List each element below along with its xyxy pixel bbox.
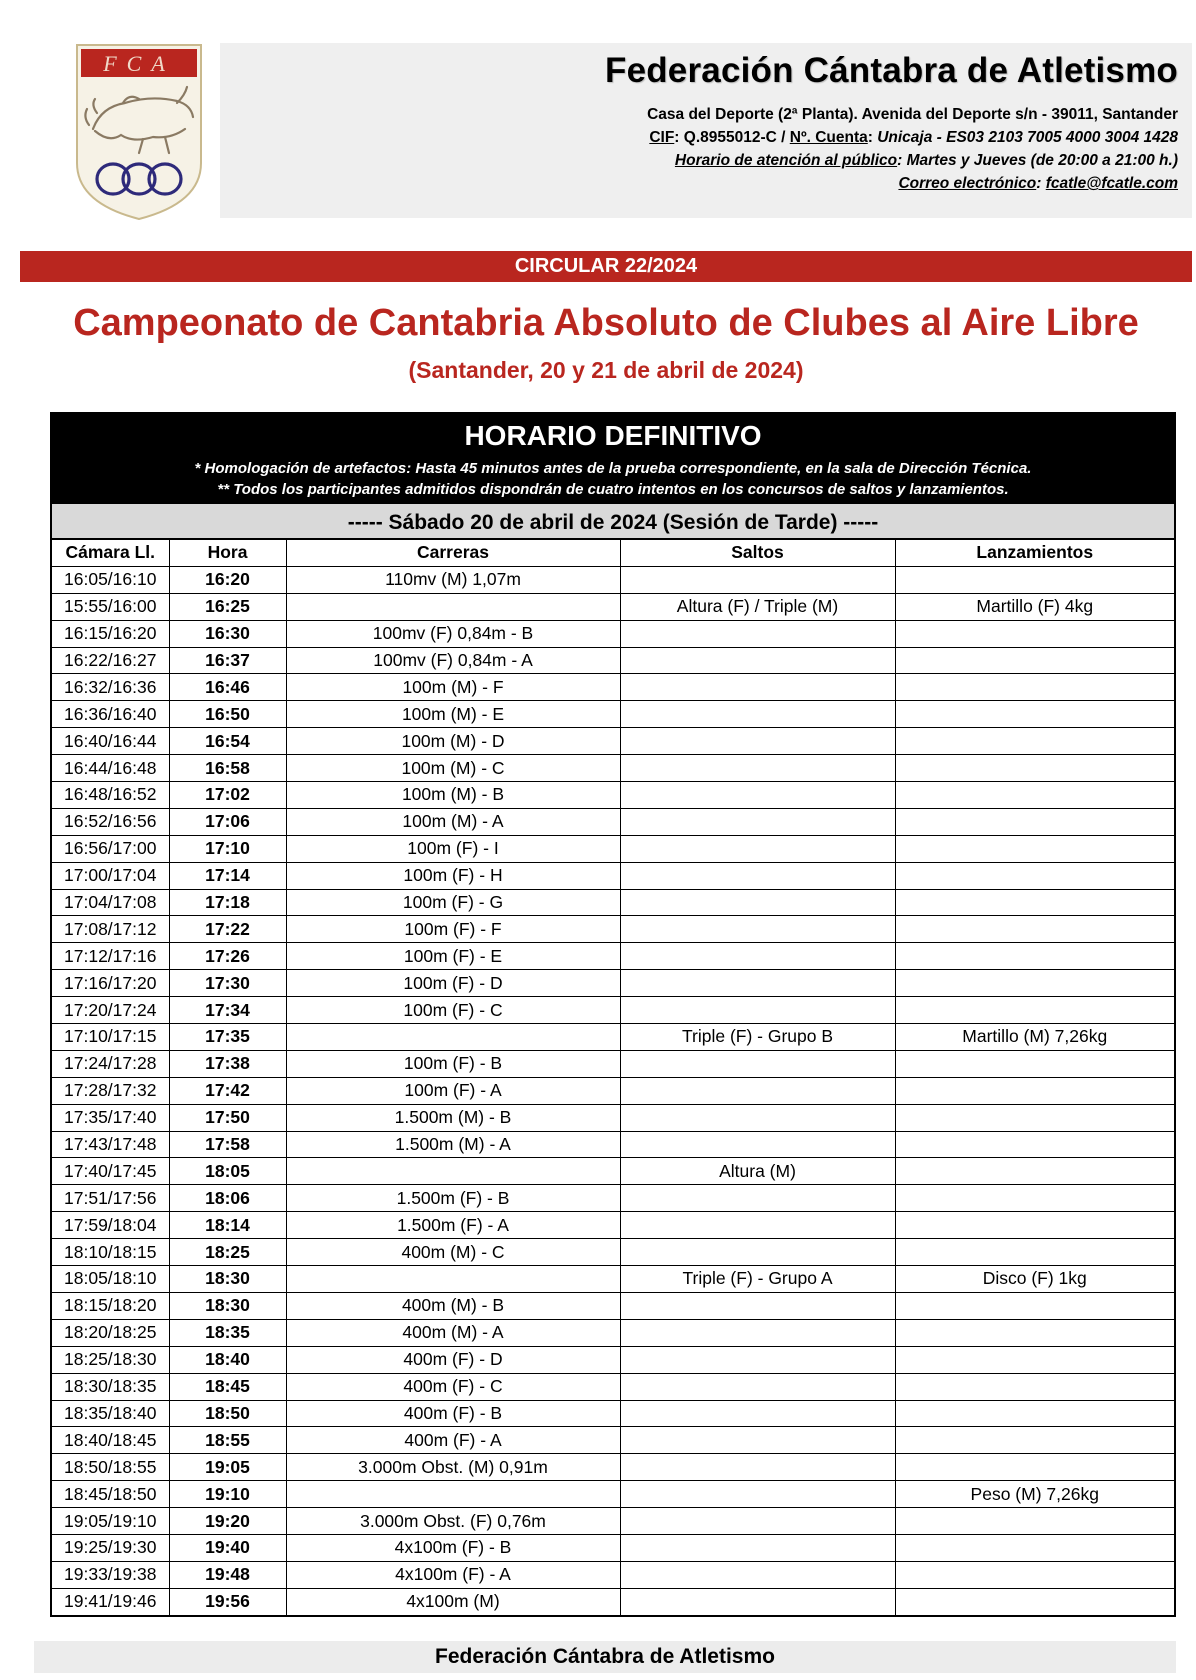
carreras-cell: 3.000m Obst. (M) 0,91m xyxy=(286,1454,620,1481)
carreras-cell: 100m (F) - A xyxy=(286,1077,620,1104)
hora-cell: 19:20 xyxy=(169,1508,286,1535)
carreras-cell: 100m (F) - G xyxy=(286,889,620,916)
carreras-cell xyxy=(286,1481,620,1508)
lanzamientos-cell xyxy=(895,701,1174,728)
lanzamientos-cell: Martillo (F) 4kg xyxy=(895,593,1174,620)
footer: Federación Cántabra de Atletismo xyxy=(34,1641,1176,1673)
hora-cell: 18:25 xyxy=(169,1239,286,1266)
table-row xyxy=(52,916,1174,943)
circular-bar: CIRCULAR 22/2024 xyxy=(20,251,1192,282)
carreras-cell: 400m (M) - C xyxy=(286,1239,620,1266)
saltos-cell xyxy=(620,728,895,755)
table-row xyxy=(52,1319,1174,1346)
camara-cell: 17:08/17:12 xyxy=(52,916,169,943)
saltos-cell xyxy=(620,1427,895,1454)
saltos-cell xyxy=(620,1292,895,1319)
camara-cell: 17:51/17:56 xyxy=(52,1185,169,1212)
carreras-cell: 100m (M) - F xyxy=(286,674,620,701)
saltos-cell: Altura (F) / Triple (M) xyxy=(620,593,895,620)
column-header-lanzamientos: Lanzamientos xyxy=(895,540,1174,566)
camara-cell: 16:32/16:36 xyxy=(52,674,169,701)
camara-cell: 19:25/19:30 xyxy=(52,1534,169,1561)
hora-cell: 18:45 xyxy=(169,1373,286,1400)
hora-cell: 18:50 xyxy=(169,1400,286,1427)
camara-cell: 17:04/17:08 xyxy=(52,889,169,916)
saltos-cell xyxy=(620,1534,895,1561)
saltos-cell xyxy=(620,1481,895,1508)
lanzamientos-cell xyxy=(895,1185,1174,1212)
camara-cell: 18:15/18:20 xyxy=(52,1292,169,1319)
lanzamientos-cell xyxy=(895,674,1174,701)
carreras-cell: 3.000m Obst. (F) 0,76m xyxy=(286,1508,620,1535)
carreras-cell: 4x100m (F) - B xyxy=(286,1534,620,1561)
saltos-cell xyxy=(620,755,895,782)
saltos-cell xyxy=(620,1400,895,1427)
horario-label: Horario de atención al público xyxy=(674,152,898,169)
lanzamientos-cell xyxy=(895,566,1174,593)
hora-cell: 18:05 xyxy=(169,1158,286,1185)
camara-cell: 17:16/17:20 xyxy=(52,970,169,997)
hora-cell: 19:05 xyxy=(169,1454,286,1481)
hora-cell: 17:34 xyxy=(169,997,286,1024)
saltos-cell xyxy=(620,889,895,916)
lanzamientos-cell xyxy=(895,620,1174,647)
horario-value: Martes y Jueves (de 20:00 a 21:00 h.) xyxy=(906,152,1178,169)
cif-line: CIF: Q.8955012-C / Nº. Cuenta: Unicaja - ES03 2103 7005 4000 3004 1428 xyxy=(649,129,1178,146)
hora-cell: 18:06 xyxy=(169,1185,286,1212)
saltos-cell xyxy=(620,1508,895,1535)
hora-cell: 16:58 xyxy=(169,755,286,782)
camara-cell: 16:36/16:40 xyxy=(52,701,169,728)
carreras-cell: 4x100m (F) - A xyxy=(286,1561,620,1588)
column-header-carreras: Carreras xyxy=(286,540,620,566)
carreras-cell: 100m (M) - A xyxy=(286,808,620,835)
table-row xyxy=(52,943,1174,970)
hora-cell: 17:38 xyxy=(169,1050,286,1077)
lanzamientos-cell xyxy=(895,1131,1174,1158)
hora-cell: 16:50 xyxy=(169,701,286,728)
camara-cell: 16:05/16:10 xyxy=(52,566,169,593)
lanzamientos-cell xyxy=(895,1400,1174,1427)
lanzamientos-cell xyxy=(895,1104,1174,1131)
lanzamientos-cell xyxy=(895,1561,1174,1588)
hora-cell: 18:35 xyxy=(169,1319,286,1346)
hora-cell: 16:54 xyxy=(169,728,286,755)
carreras-cell: 100m (M) - E xyxy=(286,701,620,728)
header-box xyxy=(220,43,1192,218)
camara-cell: 16:15/16:20 xyxy=(52,620,169,647)
lanzamientos-cell xyxy=(895,1319,1174,1346)
carreras-cell: 100m (M) - D xyxy=(286,728,620,755)
events-table xyxy=(52,540,1174,1615)
hora-cell: 17:35 xyxy=(169,1024,286,1051)
carreras-cell: 100m (F) - H xyxy=(286,862,620,889)
camara-cell: 17:12/17:16 xyxy=(52,943,169,970)
lanzamientos-cell xyxy=(895,782,1174,809)
table-row xyxy=(52,889,1174,916)
schedule-heading: HORARIO DEFINITIVO xyxy=(464,420,762,451)
table-row xyxy=(52,728,1174,755)
saltos-cell xyxy=(620,1239,895,1266)
fca-logo xyxy=(73,43,205,221)
lanzamientos-cell xyxy=(895,1158,1174,1185)
lanzamientos-cell xyxy=(895,916,1174,943)
camara-cell: 17:59/18:04 xyxy=(52,1212,169,1239)
carreras-cell xyxy=(286,593,620,620)
carreras-cell: 400m (F) - A xyxy=(286,1427,620,1454)
saltos-cell: Triple (F) - Grupo A xyxy=(620,1266,895,1293)
table-row xyxy=(52,755,1174,782)
hora-cell: 17:50 xyxy=(169,1104,286,1131)
table-row xyxy=(52,620,1174,647)
camara-cell: 16:52/16:56 xyxy=(52,808,169,835)
lanzamientos-cell xyxy=(895,997,1174,1024)
camara-cell: 17:43/17:48 xyxy=(52,1131,169,1158)
page-title: Campeonato de Cantabria Absoluto de Clubes al Aire Libre xyxy=(73,302,1139,344)
correo-line: Correo electrónico: fcatle@fcatle.com xyxy=(898,175,1178,192)
hora-cell: 16:37 xyxy=(169,647,286,674)
lanzamientos-cell xyxy=(895,835,1174,862)
saltos-cell xyxy=(620,1185,895,1212)
table-row xyxy=(52,970,1174,997)
lanzamientos-cell xyxy=(895,808,1174,835)
table-row xyxy=(52,1050,1174,1077)
carreras-cell: 100mv (F) 0,84m - B xyxy=(286,620,620,647)
hora-cell: 16:30 xyxy=(169,620,286,647)
hora-cell: 19:48 xyxy=(169,1561,286,1588)
carreras-cell: 100m (F) - E xyxy=(286,943,620,970)
lanzamientos-cell xyxy=(895,728,1174,755)
saltos-cell xyxy=(620,997,895,1024)
saltos-cell xyxy=(620,1212,895,1239)
camara-cell: 16:40/16:44 xyxy=(52,728,169,755)
table-row xyxy=(52,1077,1174,1104)
table-row xyxy=(52,674,1174,701)
camara-cell: 16:22/16:27 xyxy=(52,647,169,674)
cuenta-value: Unicaja - ES03 2103 7005 4000 3004 1428 xyxy=(877,129,1178,146)
table-row xyxy=(52,1400,1174,1427)
hora-cell: 17:42 xyxy=(169,1077,286,1104)
saltos-cell xyxy=(620,566,895,593)
carreras-cell: 4x100m (M) xyxy=(286,1588,620,1614)
hora-cell: 17:30 xyxy=(169,970,286,997)
carreras-cell: 1.500m (M) - A xyxy=(286,1131,620,1158)
camara-cell: 18:05/18:10 xyxy=(52,1266,169,1293)
saltos-cell xyxy=(620,701,895,728)
hora-cell: 17:22 xyxy=(169,916,286,943)
table-row xyxy=(52,782,1174,809)
saltos-cell xyxy=(620,1373,895,1400)
table-row xyxy=(52,1346,1174,1373)
table-row xyxy=(52,808,1174,835)
correo-label: Correo electrónico xyxy=(898,175,1037,192)
carreras-cell: 100mv (F) 0,84m - A xyxy=(286,647,620,674)
hora-cell: 18:40 xyxy=(169,1346,286,1373)
hora-cell: 18:55 xyxy=(169,1427,286,1454)
page-subtitle: (Santander, 20 y 21 de abril de 2024) xyxy=(408,357,804,383)
org-title: Federación Cántabra de Atletismo xyxy=(604,51,1178,90)
saltos-cell xyxy=(620,808,895,835)
saltos-cell xyxy=(620,835,895,862)
saltos-cell xyxy=(620,1104,895,1131)
table-row xyxy=(52,1212,1174,1239)
hora-cell: 16:20 xyxy=(169,566,286,593)
cif-label: CIF xyxy=(649,129,675,146)
horario-line: Horario de atención al público: Martes y Jueves (de 20:00 a 21:00 h.) xyxy=(674,152,1178,169)
logo-letters: FCA xyxy=(103,51,175,76)
camara-cell: 18:25/18:30 xyxy=(52,1346,169,1373)
lanzamientos-cell xyxy=(895,1239,1174,1266)
saltos-cell xyxy=(620,1346,895,1373)
camara-cell: 18:45/18:50 xyxy=(52,1481,169,1508)
schedule-note-1: * Homologación de artefactos: Hasta 45 minutos antes de la prueba correspondiente, en la sala de Dirección Técnica. xyxy=(194,460,1032,477)
saltos-cell xyxy=(620,943,895,970)
table-row xyxy=(52,1104,1174,1131)
carreras-cell: 100m (M) - B xyxy=(286,782,620,809)
carreras-cell: 400m (F) - D xyxy=(286,1346,620,1373)
camara-cell: 17:10/17:15 xyxy=(52,1024,169,1051)
lanzamientos-cell xyxy=(895,1588,1174,1614)
table-row xyxy=(52,1427,1174,1454)
saltos-cell xyxy=(620,647,895,674)
saltos-cell xyxy=(620,1561,895,1588)
table-row xyxy=(52,1266,1174,1293)
camara-cell: 18:50/18:55 xyxy=(52,1454,169,1481)
column-header-saltos: Saltos xyxy=(620,540,895,566)
lanzamientos-cell xyxy=(895,1292,1174,1319)
table-row xyxy=(52,1185,1174,1212)
hora-cell: 19:40 xyxy=(169,1534,286,1561)
lanzamientos-cell xyxy=(895,1077,1174,1104)
carreras-cell: 1.500m (F) - B xyxy=(286,1185,620,1212)
lanzamientos-cell xyxy=(895,647,1174,674)
cuenta-label: Nº. Cuenta xyxy=(789,129,868,146)
schedule-note-2: ** Todos los participantes admitidos dispondrán de cuatro intentos en los concursos de saltos y lanzamientos. xyxy=(217,481,1009,498)
saltos-cell xyxy=(620,1050,895,1077)
camara-cell: 19:33/19:38 xyxy=(52,1561,169,1588)
table-row xyxy=(52,1131,1174,1158)
hora-cell: 17:18 xyxy=(169,889,286,916)
saltos-cell xyxy=(620,1319,895,1346)
lanzamientos-cell: Disco (F) 1kg xyxy=(895,1266,1174,1293)
session-header: ----- Sábado 20 de abril de 2024 (Sesión de Tarde) ----- xyxy=(52,502,1174,540)
lanzamientos-cell xyxy=(895,1346,1174,1373)
table-row xyxy=(52,1454,1174,1481)
table-row xyxy=(52,997,1174,1024)
hora-cell: 19:56 xyxy=(169,1588,286,1614)
camara-cell: 18:40/18:45 xyxy=(52,1427,169,1454)
table-row xyxy=(52,862,1174,889)
correo-link[interactable]: fcatle@fcatle.com xyxy=(1045,175,1178,192)
saltos-cell xyxy=(620,1454,895,1481)
schedule-header xyxy=(52,414,1174,502)
camara-cell: 16:56/17:00 xyxy=(52,835,169,862)
camara-cell: 17:40/17:45 xyxy=(52,1158,169,1185)
carreras-cell: 400m (F) - C xyxy=(286,1373,620,1400)
lanzamientos-cell xyxy=(895,1373,1174,1400)
camara-cell: 17:28/17:32 xyxy=(52,1077,169,1104)
table-row xyxy=(52,566,1174,593)
lanzamientos-cell xyxy=(895,755,1174,782)
saltos-cell xyxy=(620,1131,895,1158)
carreras-cell: 400m (M) - A xyxy=(286,1319,620,1346)
hora-cell: 16:25 xyxy=(169,593,286,620)
hora-cell: 17:26 xyxy=(169,943,286,970)
lanzamientos-cell xyxy=(895,1050,1174,1077)
camara-cell: 15:55/16:00 xyxy=(52,593,169,620)
saltos-cell xyxy=(620,782,895,809)
table-row xyxy=(52,1239,1174,1266)
column-header-hora: Hora xyxy=(169,540,286,566)
table-row xyxy=(52,1508,1174,1535)
table-row xyxy=(52,1292,1174,1319)
table-row xyxy=(52,1534,1174,1561)
schedule-table xyxy=(50,412,1176,1617)
carreras-cell: 100m (F) - F xyxy=(286,916,620,943)
saltos-cell: Altura (M) xyxy=(620,1158,895,1185)
table-row xyxy=(52,593,1174,620)
camara-cell: 19:05/19:10 xyxy=(52,1508,169,1535)
table-row xyxy=(52,647,1174,674)
saltos-cell xyxy=(620,970,895,997)
hora-cell: 17:14 xyxy=(169,862,286,889)
saltos-cell xyxy=(620,916,895,943)
table-row xyxy=(52,1158,1174,1185)
lanzamientos-cell: Peso (M) 7,26kg xyxy=(895,1481,1174,1508)
carreras-cell: 1.500m (M) - B xyxy=(286,1104,620,1131)
camara-cell: 18:20/18:25 xyxy=(52,1319,169,1346)
carreras-cell: 100m (F) - D xyxy=(286,970,620,997)
lanzamientos-cell: Martillo (M) 7,26kg xyxy=(895,1024,1174,1051)
carreras-cell: 100m (F) - I xyxy=(286,835,620,862)
table-header-row xyxy=(52,540,1174,566)
saltos-cell xyxy=(620,1588,895,1614)
lanzamientos-cell xyxy=(895,862,1174,889)
camara-cell: 17:24/17:28 xyxy=(52,1050,169,1077)
lanzamientos-cell xyxy=(895,1534,1174,1561)
hora-cell: 18:14 xyxy=(169,1212,286,1239)
lanzamientos-cell xyxy=(895,1508,1174,1535)
hora-cell: 17:58 xyxy=(169,1131,286,1158)
camara-cell: 19:41/19:46 xyxy=(52,1588,169,1614)
saltos-cell xyxy=(620,1077,895,1104)
saltos-cell xyxy=(620,674,895,701)
carreras-cell xyxy=(286,1158,620,1185)
carreras-cell: 110mv (M) 1,07m xyxy=(286,566,620,593)
column-header-camara: Cámara Ll. xyxy=(52,540,169,566)
saltos-cell xyxy=(620,620,895,647)
lanzamientos-cell xyxy=(895,889,1174,916)
hora-cell: 18:30 xyxy=(169,1292,286,1319)
hora-cell: 18:30 xyxy=(169,1266,286,1293)
table-row xyxy=(52,835,1174,862)
hora-cell: 16:46 xyxy=(169,674,286,701)
camara-cell: 16:44/16:48 xyxy=(52,755,169,782)
carreras-cell: 400m (F) - B xyxy=(286,1400,620,1427)
saltos-cell: Triple (F) - Grupo B xyxy=(620,1024,895,1051)
carreras-cell: 100m (F) - C xyxy=(286,997,620,1024)
carreras-cell: 100m (F) - B xyxy=(286,1050,620,1077)
lanzamientos-cell xyxy=(895,1212,1174,1239)
camara-cell: 18:30/18:35 xyxy=(52,1373,169,1400)
camara-cell: 18:35/18:40 xyxy=(52,1400,169,1427)
table-row xyxy=(52,1373,1174,1400)
hora-cell: 19:10 xyxy=(169,1481,286,1508)
table-row xyxy=(52,1588,1174,1614)
saltos-cell xyxy=(620,862,895,889)
lanzamientos-cell xyxy=(895,970,1174,997)
camara-cell: 16:48/16:52 xyxy=(52,782,169,809)
camara-cell: 17:20/17:24 xyxy=(52,997,169,1024)
table-row xyxy=(52,1561,1174,1588)
address: Casa del Deporte (2ª Planta). Avenida del Deporte s/n - 39011, Santander xyxy=(647,106,1178,123)
carreras-cell: 1.500m (F) - A xyxy=(286,1212,620,1239)
hora-cell: 17:02 xyxy=(169,782,286,809)
table-row xyxy=(52,1024,1174,1051)
lanzamientos-cell xyxy=(895,943,1174,970)
carreras-cell xyxy=(286,1024,620,1051)
carreras-cell xyxy=(286,1266,620,1293)
lanzamientos-cell xyxy=(895,1454,1174,1481)
camara-cell: 17:00/17:04 xyxy=(52,862,169,889)
table-row xyxy=(52,701,1174,728)
lanzamientos-cell xyxy=(895,1427,1174,1454)
carreras-cell: 400m (M) - B xyxy=(286,1292,620,1319)
table-row xyxy=(52,1481,1174,1508)
hora-cell: 17:06 xyxy=(169,808,286,835)
hora-cell: 17:10 xyxy=(169,835,286,862)
carreras-cell: 100m (M) - C xyxy=(286,755,620,782)
cif-value: Q.8955012-C xyxy=(683,129,777,146)
camara-cell: 18:10/18:15 xyxy=(52,1239,169,1266)
camara-cell: 17:35/17:40 xyxy=(52,1104,169,1131)
